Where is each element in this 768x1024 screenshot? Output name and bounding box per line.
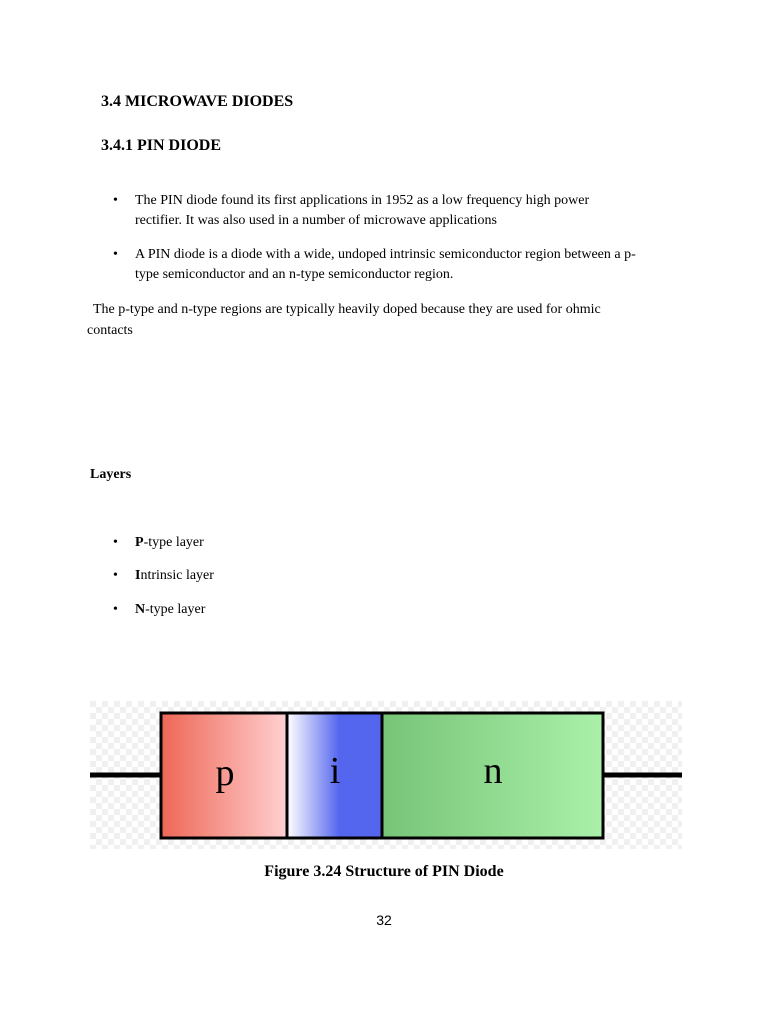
- bullet-text-line: The PIN diode found its first applications in 1952 as a low frequency high power: [135, 193, 590, 208]
- n-region-label: n: [483, 750, 503, 792]
- bullet-text-line: type semiconductor and an n-type semiconductor region.: [135, 267, 454, 282]
- layer-name: -type layer: [143, 535, 204, 550]
- i-region-label: i: [329, 750, 341, 792]
- layer-name: ntrinsic layer: [140, 568, 214, 583]
- bullet-item: [113, 191, 693, 231]
- bullet-dot: •: [113, 247, 118, 262]
- subsection-heading: 3.4.1 PIN DIODE: [101, 137, 222, 154]
- p-region-label: p: [215, 752, 235, 794]
- bullet-dot: •: [113, 568, 118, 583]
- bullet-dot: •: [113, 602, 118, 617]
- layer-initial: I: [135, 568, 141, 583]
- body-paragraph: [87, 299, 670, 341]
- bullet-dot: •: [113, 193, 118, 208]
- section-heading: 3.4 MICROWAVE DIODES: [101, 93, 294, 110]
- layer-initial: N: [135, 602, 146, 617]
- paragraph-line: The p-type and n-type regions are typically heavily doped because they are used for ohmic: [93, 302, 601, 317]
- layer-initial: P: [135, 535, 144, 550]
- figure-caption: Figure 3.24 Structure of PIN Diode: [264, 863, 504, 880]
- bullet-dot: •: [113, 535, 118, 550]
- bullet-text-line: rectifier. It was also used in a number of microwave applications: [135, 213, 497, 228]
- bullet-text-line: A PIN diode is a diode with a wide, undoped intrinsic semiconductor region between a p-: [135, 247, 636, 262]
- layer-name: -type layer: [145, 602, 206, 617]
- pin-diode-figure: [90, 701, 682, 849]
- layers-heading: Layers: [90, 467, 132, 482]
- page-number: 32: [376, 912, 392, 928]
- paragraph-line: contacts: [87, 323, 133, 338]
- bullet-item: [113, 245, 693, 285]
